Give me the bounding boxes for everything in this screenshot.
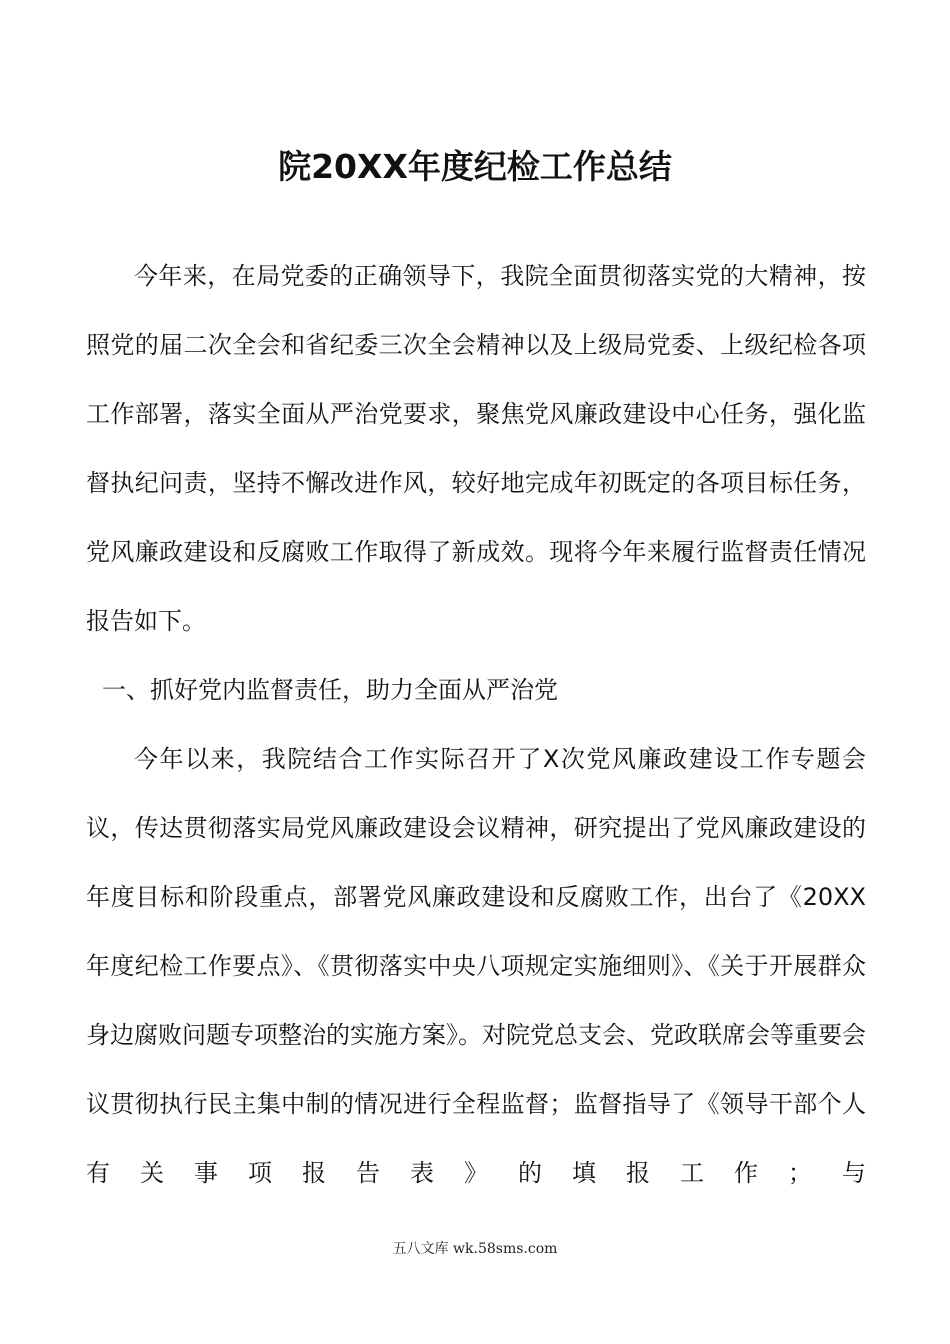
intro-paragraph: 今年来，在局党委的正确领导下，我院全面贯彻落实党的大精神，按照党的届二次全会和省纪委三次全会精神以及上级局党委、上级纪检各项工作部署，落实全面从严治党要求，聚焦党风廉政建设中心任务，强化监督执纪问责，坚持不懈改进作风，较好地完成年初既定的各项目标任务，党风廉政建设和反腐败工作取得了新成效。现将今年来履行监督责任情况报告如下。 xyxy=(86,262,866,635)
section-paragraph: 今年以来，我院结合工作实际召开了X次党风廉政建设工作专题会议，传达贯彻落实局党风廉政建设会议精神，研究提出了党风廉政建设的年度目标和阶段重点，部署党风廉政建设和反腐败工作，出台了《20XX年度纪检工作要点》、《贯彻落实中央八项规定实施细则》、《关于开展群众身边腐败问题专项整治的实施方案》。对院党总支会、党政联席会等重要会议贯彻执行民主集中制的情况进行全程监督；监督指导了《领导干部个人有关事项报告表》的填报工作；与 xyxy=(86,745,866,1187)
footer-watermark: 五八文库 wk.58sms.com xyxy=(392,1241,558,1257)
page-title: 院20XX年度纪检工作总结 xyxy=(278,147,672,186)
section-heading: 一、抓好党内监督责任，助力全面从严治党 xyxy=(102,676,558,704)
document-body xyxy=(86,242,866,1208)
